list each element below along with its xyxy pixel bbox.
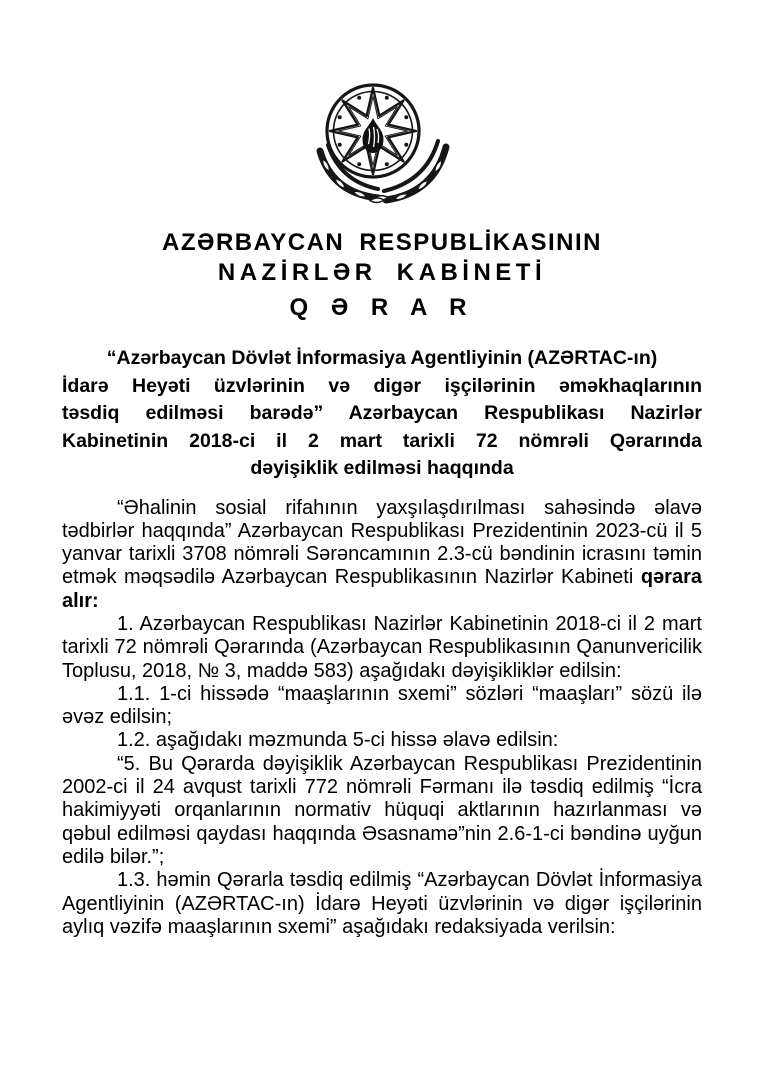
document-subject (62, 345, 702, 483)
document-body (62, 497, 702, 940)
subject-line: “Azərbaycan Dövlət İnformasiya Agentliyinin (AZƏRTAC-ın) (106, 347, 658, 369)
org-name-line1: AZƏRBAYCAN RESPUBLİKASININ (162, 229, 602, 256)
decree-action-phrase: qərara alır: (62, 566, 702, 612)
paragraph-item-1-3: 1.3. həmin Qərarla təsdiq edilmiş “Azərbaycan Dövlət İnformasiya Agentliyinin (AZƏRTAC-ın) İdarə Heyəti üzvlərinin və digər işçilərinin aylıq vəzifə maaşlarının sxemi” aşağıdakı redaksiyada verilsin: (62, 869, 702, 938)
paragraph-preamble (62, 497, 702, 613)
azerbaijan-state-emblem-icon (312, 81, 452, 205)
paragraph-quoted-5: “5. Bu Qərarda dəyişiklik Azərbaycan Respublikası Prezidentinin 2002-ci il 24 avqust tarixli 772 nömrəli Fərmanı ilə təsdiq edilmiş “İcra hakimiyyəti orqanlarının normativ hüquqi aktlarının hazırlanması və qəbul edilməsi qaydası haqqında Əsasnamə”nin 2.6-1-ci bəndinə uyğun edilə bilər.”; (62, 752, 702, 868)
subject-line: İdarə Heyəti üzvlərinin və digər işçilərinin əməkhaqlarının (62, 374, 702, 397)
document-type-title: Q Ə R A R (289, 294, 475, 321)
org-name-line2: NAZİRLƏR KABİNETİ (217, 259, 547, 286)
paragraph-item-1-2: 1.2. aşağıdakı məzmunda 5-ci hissə əlavə edilsin: (117, 729, 559, 752)
subject-line: Kabinetinin 2018-ci il 2 mart tarixli 72 nömrəli Qərarında (62, 429, 702, 452)
paragraph-item-1: 1. Azərbaycan Respublikası Nazirlər Kabinetinin 2018-ci il 2 mart tarixli 72 nömrəli Qərarında (Azərbaycan Respublikasının Qanunvericilik Toplusu, 2018, № 3, maddə 583) aşağıdakı dəyişikliklər edilsin: (62, 612, 702, 682)
subject-line: dəyişiklik edilməsi haqqında (250, 457, 514, 479)
preamble-text: “Əhalinin sosial rifahının yaxşılaşdırılması sahəsində əlavə tədbirlər haqqında” Azərbaycan Respublikası Prezidentinin 2023-cü il 5 yanvar tarixli 3708 nömrəli Sərəncamının 2.3-cü bəndinin icrasını təmin etmək məqsədilə Azərbaycan Respublikasının Nazirlər Kabineti (62, 496, 702, 589)
document-header (0, 228, 764, 323)
paragraph-item-1-1: 1.1. 1-ci hissədə “maaşlarının sxemi” sözləri “maaşları” sözü ilə əvəz edilsin; (62, 682, 702, 729)
subject-line: təsdiq edilməsi barədə” Azərbaycan Respublikası Nazirlər (62, 402, 702, 424)
